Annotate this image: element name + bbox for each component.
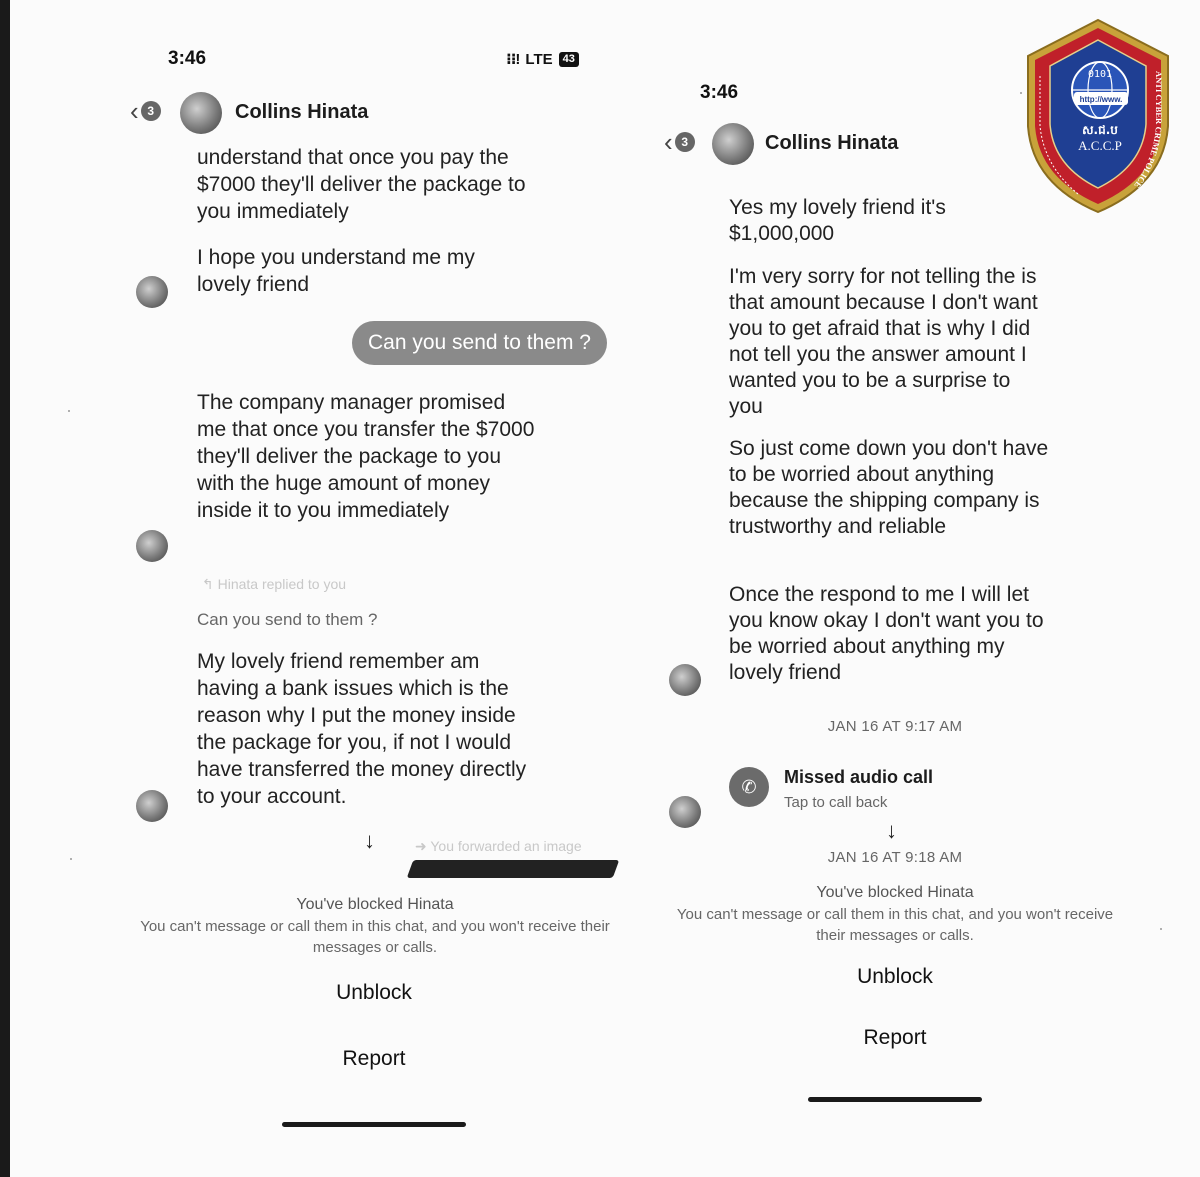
emblem-abbr-khmer: ស.ជ.ប [1082, 123, 1118, 137]
missed-call-title[interactable]: Missed audio call [784, 767, 934, 787]
left-blocked-notice [140, 896, 610, 958]
left-unblock-button[interactable]: Unblock [336, 981, 412, 1004]
right-message-2: I'm very sorry for not telling the is that amount because I don't want you to get afraid that is why I did not tell you the answer amount I wanted you to be a surprise to you [729, 265, 1038, 418]
left-back-button[interactable] [130, 98, 161, 124]
left-message-1: understand that once you pay the $7000 they'll deliver the package to you immediately [197, 146, 526, 223]
right-blocked-title: You've blocked Hinata [816, 884, 974, 901]
sent-message-bubble: Can you send to them ? [352, 321, 607, 365]
right-sender-avatar-1 [669, 664, 701, 696]
left-contact-name[interactable]: Collins Hinata [235, 101, 369, 123]
cellular-signal-icon: ⁝⁝! [506, 51, 520, 68]
scan-speck [68, 410, 70, 412]
emblem-abbr: A.C.C.P [1078, 138, 1122, 153]
emblem-binary-text: 0101 [1087, 69, 1113, 80]
right-sender-avatar-2 [669, 796, 701, 828]
left-report-button[interactable]: Report [342, 1047, 406, 1070]
anti-cyber-crime-police-emblem [1018, 16, 1178, 216]
emblem-url-text: http://www. [1079, 95, 1123, 104]
right-message-4: Once the respond to me I will let you know okay I don't want you to be worried about anything my lovely friend [729, 583, 1044, 684]
forward-arrow-icon: ➜ [415, 838, 427, 854]
left-status-bar [506, 50, 579, 68]
left-message-manager: The company manager promised me that once you transfer the $7000 they'll deliver the package to you with the huge amount of money inside it to you immediately [197, 391, 535, 522]
chevron-left-icon: ‹ [664, 127, 673, 157]
left-status-time: 3:46 [168, 48, 207, 69]
left-blocked-description: You can't message or call them in this chat, and you won't receive their messages or calls. [140, 918, 610, 956]
timestamp-2: JAN 16 AT 9:18 AM [827, 849, 963, 866]
scan-speck [70, 858, 72, 860]
right-home-indicator [808, 1097, 982, 1102]
missed-call-subtitle[interactable]: Tap to call back [784, 794, 888, 811]
scroll-down-arrow-icon[interactable]: ↓ [364, 828, 375, 853]
scan-speck [1160, 928, 1162, 930]
network-label: LTE [525, 50, 553, 68]
right-message-3: So just come down you don't have to be worried about anything because the shipping company is trustworthy and reliable [729, 437, 1049, 538]
forwarded-indicator: ➜ You forwarded an image [415, 838, 582, 854]
quoted-message: Can you send to them ? [197, 610, 378, 629]
right-blocked-description: You can't message or call them in this chat, and you won't receive their messages or calls. [676, 906, 1114, 944]
left-sender-avatar-1 [136, 276, 168, 308]
unread-count-badge: 3 [675, 132, 695, 152]
timestamp-1: JAN 16 AT 9:17 AM [827, 718, 963, 735]
right-report-button[interactable]: Report [863, 1026, 927, 1049]
right-status-time: 3:46 [700, 82, 739, 103]
unread-count-badge: 3 [141, 101, 161, 121]
right-contact-name[interactable]: Collins Hinata [765, 132, 899, 154]
right-scroll-down-arrow-icon[interactable]: ↓ [886, 818, 897, 843]
left-contact-avatar[interactable] [180, 92, 222, 134]
left-sender-avatar-2 [136, 530, 168, 562]
right-unblock-button[interactable]: Unblock [857, 965, 933, 988]
left-home-indicator [282, 1122, 466, 1127]
right-message-1: Yes my lovely friend it's $1,000,000 [729, 196, 946, 245]
scan-left-edge [0, 0, 10, 1177]
reply-indicator: ↰ Hinata replied to you [202, 576, 347, 592]
right-back-button[interactable] [664, 129, 695, 155]
battery-icon: 43 [559, 52, 579, 67]
left-blocked-title: You've blocked Hinata [296, 896, 454, 913]
right-blocked-notice [672, 884, 1118, 946]
left-message-bank: My lovely friend remember am having a bank issues which is the reason why I put the money inside the package for you, if not I would have transferred the money directly to your account. [197, 650, 527, 808]
chevron-left-icon: ‹ [130, 96, 139, 126]
missed-call-phone-icon[interactable]: ✆ [729, 767, 769, 807]
left-message-2: I hope you understand me my lovely friend [197, 246, 475, 296]
right-contact-avatar[interactable] [712, 123, 754, 165]
forwarded-image-thumbnail[interactable] [407, 860, 620, 878]
emblem-band-textpath: ANTI CYBER CRIME POLICE [1132, 71, 1164, 191]
left-sender-avatar-3 [136, 790, 168, 822]
reply-arrow-icon: ↰ [202, 576, 214, 592]
